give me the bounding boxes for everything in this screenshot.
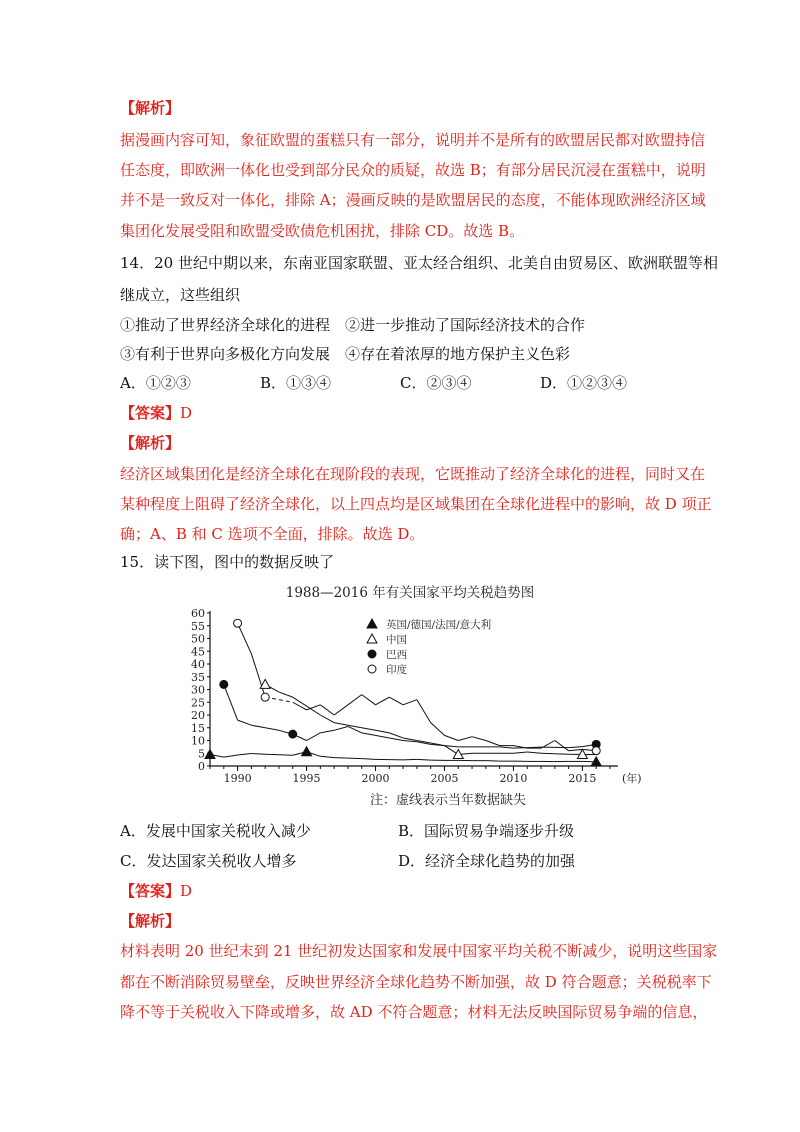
legend-label: 中国 [386,634,407,646]
legend-marker [368,650,376,658]
series-line-segment [307,733,321,741]
series-line-segment [320,730,334,733]
chart-title: 1988—2016 年有关国家平均关税趋势图 [285,585,535,601]
data-point-marker [205,750,215,759]
question-14-stem: 继成立，这些组织 [120,286,241,304]
series-line-segment [403,759,417,760]
series-line-segment [569,749,583,750]
question-15-stem: 15．读下图，图中的数据反映了 [120,553,335,571]
series-line-segment [555,754,569,755]
question-14-item: ①推动了世界经济全球化的进程 ②进一步推动了国际经济技术的合作 [120,316,586,334]
chart-note: 注：虚线表示当年数据缺失 [370,793,527,808]
question-14-stem: 14．20 世纪中期以来，东南亚国家联盟、亚太经合组织、北美自由贸易区、欧洲联盟等相 [120,254,718,272]
analysis-line: 都在不断消除贸易壁垒，反映世界经济全球化趋势不断加强，故 D 符合题意；关税税率下 [120,973,712,991]
option-c: C．发达国家关税收人增多 [120,852,297,870]
series-line-segment [293,702,307,710]
legend-marker [367,634,377,643]
y-tick-label: 0 [198,760,205,773]
series-line-segment [376,730,390,733]
y-tick-label: 60 [191,607,205,620]
y-tick-label: 25 [191,696,205,710]
series-line-segment [279,755,293,756]
y-tick-label: 30 [191,683,205,697]
series-line-segment [389,738,403,741]
data-point-marker [234,619,242,627]
y-tick-label: 40 [191,658,205,671]
answer-label: 【答案】 [120,404,181,422]
series-line-segment [403,738,417,741]
data-point-marker [302,747,312,756]
series-line-segment [362,759,376,760]
option-b: B．①③④ [260,374,332,392]
series-line-segment [486,741,500,746]
legend-label: 英国/德国/法国/意大利 [386,619,492,631]
analysis-line: 据漫画内容可知，象征欧盟的蛋糕只有一部分，说明并不是所有的欧盟居民都对欧盟持信 [120,131,706,149]
y-tick-label: 10 [191,734,205,748]
y-tick-label: 55 [191,619,205,633]
answer-row [120,403,192,423]
option-c: C．②③④ [400,374,472,392]
analysis-label: 【解析】 [120,912,181,930]
x-tick-label: 1995 [292,772,321,785]
series-line-segment [541,753,555,754]
y-tick-label: 5 [198,747,205,761]
data-point-marker [260,679,270,688]
answer-value: D [180,404,193,422]
series-line-segment [403,700,417,705]
question-14-item: ③有利于世界向多极化方向发展 ④存在着浓厚的地方保护主义色彩 [120,345,571,363]
series-line-segment [251,654,265,697]
series-line-segment [444,735,458,740]
option-d: D．经济全球化趋势的加强 [398,852,576,870]
series-line-segment [458,737,472,741]
analysis-line: 任态度，即欧洲一体化也受到部分民众的质疑，故选 B；有部分居民沉浸在蛋糕中，说明 [120,161,706,179]
option-a: A．发展中国家关税收入减少 [120,822,311,840]
series-line-segment [348,758,362,759]
x-tick-label: 2015 [568,772,597,785]
analysis-line: 集团化发展受阻和欧盟受欧债危机困扰，排除 CD。故选 B。 [120,222,525,240]
y-tick-label: 50 [191,632,205,646]
analysis-line: 确；A、B 和 C 选项不全面，排除。故选 D。 [120,525,425,543]
series-line-segment [334,758,348,759]
series-line-segment [348,695,362,705]
series-line-segment [376,735,390,738]
option-d: D．①②③④ [540,374,628,392]
analysis-line: 材料表明 20 世纪末到 21 世纪初发达国家和发展中国家平均关税不断减少，说明这些国家 [120,942,718,960]
series-line-segment [376,697,390,705]
analysis-line: 经济区域集团化是经济全球化在现阶段的表现，它既推动了经济全球化的进程，同时又在 [120,465,706,483]
series-line-segment [472,737,486,741]
answer-label: 【答案】 [120,882,181,900]
x-tick-label: 2005 [430,772,459,785]
series-line-segment [265,728,279,731]
y-tick-label: 35 [191,670,205,684]
tariff-trend-chart [180,580,650,810]
analysis-line: 降不等于关税收入下降或增多，故 AD 不符合题意；材料无法反映国际贸易争端的信息， [120,1003,708,1021]
y-tick-label: 45 [191,645,205,659]
series-line-segment [389,733,403,738]
series-line-segment [569,747,583,748]
series-line-segment [403,741,417,742]
series-line-segment [238,720,252,725]
option-a: A．①②③ [120,374,191,392]
chart-plot-area [191,607,642,785]
y-tick-label: 20 [191,709,205,722]
series-line-segment [527,752,541,753]
legend-label: 印度 [386,664,407,676]
series-line-segment [486,761,500,762]
answer-row [120,881,192,901]
series-line-segment [320,705,334,715]
series-line-segment [320,756,334,757]
series-line-segment [362,728,376,731]
series-line-segment [334,723,348,726]
series-line-segment [555,741,569,751]
series-line-segment [431,723,445,736]
series-line-segment [224,755,238,757]
x-tick-label: 2000 [361,772,390,785]
analysis-line: 并不是一致反对一体化，排除 A；漫画反映的是欧盟居民的态度，不能体现欧洲经济区域 [120,191,706,209]
legend-marker [367,619,377,628]
series-line-segment [320,715,334,723]
data-point-marker [261,693,269,701]
series-line-segment [417,700,431,723]
series-line-segment [334,726,348,730]
series-line-segment [334,705,348,715]
series-line-segment [527,747,541,748]
series-line-segment [500,747,514,748]
y-tick-label: 15 [191,721,205,735]
data-point-marker [592,747,600,755]
series-line-segment [251,725,265,728]
option-b: B．国际贸易争端逐步升级 [398,822,575,840]
series-line-segment [265,754,279,755]
series-line-segment [362,695,376,705]
x-tick-label: 2010 [499,772,528,785]
series-line-segment [389,697,403,705]
series-line-segment [417,759,431,760]
answer-value: D [180,882,193,900]
analysis-label: 【解析】 [120,99,181,117]
legend-label: 巴西 [386,649,407,661]
analysis-label: 【解析】 [120,434,181,452]
series-line-segment [362,733,376,736]
data-point-marker [289,730,297,738]
series-line-segment [431,744,445,745]
analysis-line: 某种程度上阻碍了经济全球化，以上四点均是区域集团在全球化进程中的影响，故 D 项正 [120,495,712,513]
series-line-segment [279,692,293,697]
x-axis-label: (年) [622,772,642,785]
series-line-segment [238,623,252,654]
series-line-segment [224,684,238,720]
series-line-segment [251,754,265,755]
series-line-segment [513,752,527,753]
legend-marker [368,665,376,673]
x-tick-label: 1990 [223,772,252,785]
series-line-segment [238,754,252,756]
data-point-marker [220,680,228,688]
